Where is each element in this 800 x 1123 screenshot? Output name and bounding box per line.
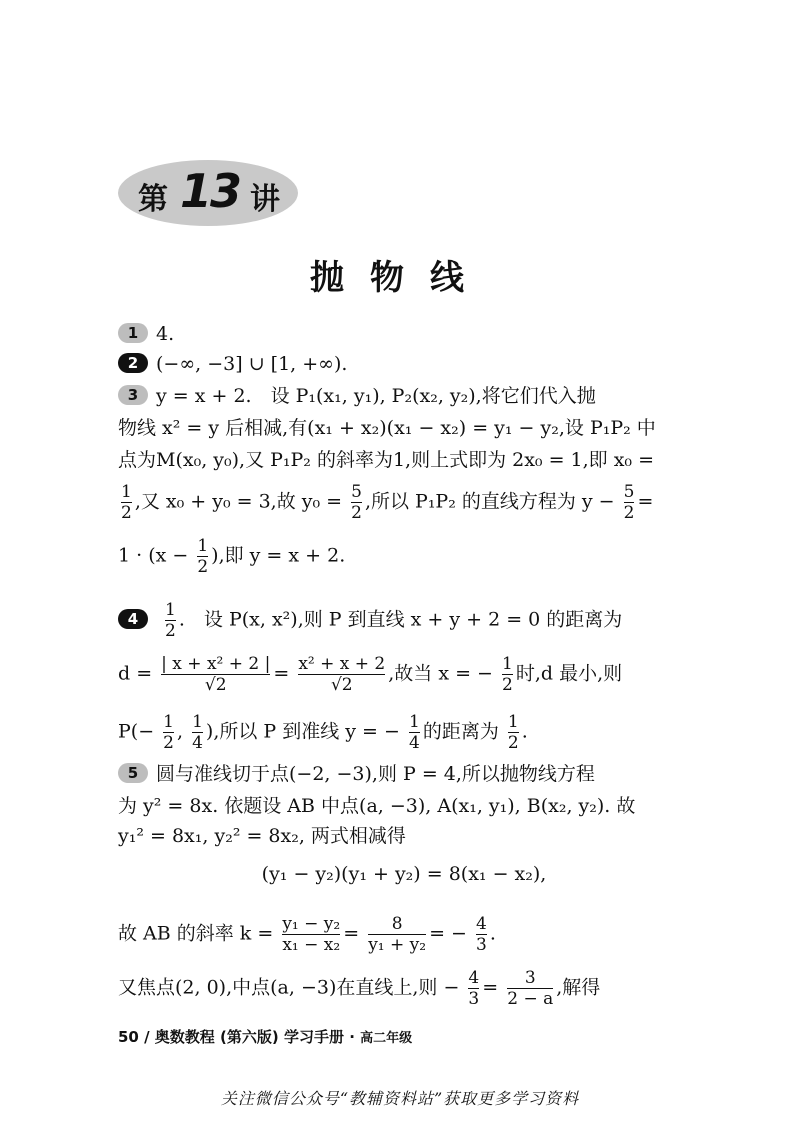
answer-text: (−∞, −3] ∪ [1, +∞). [156, 353, 348, 375]
answer-text: 4. [156, 323, 175, 345]
lecture-label: 第 [138, 182, 168, 217]
answer-number: 3 [118, 385, 148, 405]
answer-5-line-3: y₁² = 8x₁, y₂² = 8x₂, 两式相减得 [118, 825, 406, 847]
answer-5-line-2: 为 y² = 8x. 依题设 AB 中点(a, −3), A(x₁, y₁), B(x₂, y₂). 故 [118, 795, 636, 817]
answer-3-line-4: $\frac{1}{2}$ ,又 x₀ + y₀ = 3,故 y₀ = $\frac{5}{2}$ ,所以 P₁P₂ 的直线方程为 y − $\frac{5}{2}$ = [121, 482, 654, 523]
answer-number: 1 [118, 323, 148, 343]
book-title: / 奥数教程 (第六版) 学习手册 · [144, 1028, 355, 1046]
fraction: $\frac{4}{3}$ [468, 968, 480, 1009]
answer-4-line-2: d = $\frac{\text{| x + x² + 2 |}}{√2}$ = $\frac{\text{x² + x + 2}}{√2}$ ,故当 x = − $\frac{1}{2}$ 时,d 最小,则 [118, 654, 623, 695]
fraction: $\frac{3}{2 - a}$ [507, 968, 554, 1009]
fraction: $\frac{5}{2}$ [351, 482, 362, 523]
fraction: $\frac{5}{2}$ [623, 482, 635, 523]
answer-number: 2 [118, 353, 148, 373]
answer-5-line-5: 又焦点(2, 0),中点(a, −3)在直线上,则 − $\frac{4}{3}$ = $\frac{3}{2 - a}$ ,解得 [118, 968, 601, 1009]
page-number: 50 [118, 1028, 139, 1046]
answer-text: y = x + 2. 设 P₁(x₁, y₁), P₂(x₂, y₂),将它们代入抛 [156, 385, 596, 407]
answer-5-line-4: 故 AB 的斜率 k = $\frac{\text{y₁ − y₂}}{\text{x₁ − x₂}}$ = $\frac{8}{\text{y₁ + y₂}}$ = − $\frac{4}{3}$ . [118, 914, 496, 955]
fraction: $\frac{\text{| x + x² + 2 |}}{√2}$ [161, 654, 271, 695]
fraction: $\frac{\text{y₁ − y₂}}{\text{x₁ − x₂}}$ [282, 914, 341, 955]
fraction: $\frac{1}{4}$ [408, 712, 420, 753]
fraction: $\frac{1}{2}$ [121, 482, 132, 523]
bottom-note: 关注微信公众号“教辅资料站”获取更多学习资料 [220, 1089, 580, 1108]
lecture-suffix: 讲 [250, 182, 280, 217]
lecture-badge [118, 160, 298, 226]
answer-3 [118, 384, 690, 408]
fraction: $\frac{8}{\text{y₁ + y₂}}$ [368, 914, 427, 955]
fraction: $\frac{4}{3}$ [476, 914, 487, 955]
fraction: $\frac{\text{x² + x + 2}}{√2}$ [298, 654, 386, 695]
answer-4-line-3: P(− $\frac{1}{2}$ , $\frac{1}{4}$ ),所以 P 到准线 y = − $\frac{1}{4}$ 的距离为 $\frac{1}{2}$ . [118, 712, 528, 753]
answer-3-line-3: 点为M(x₀, y₀),又 P₁P₂ 的斜率为1,则上式即为 2x₀ = 1,即 x₀ = [118, 449, 655, 471]
fraction: $\frac{1}{2}$ [197, 536, 209, 577]
page-title: 抛物线 [310, 258, 490, 298]
answer-5-equation: (y₁ − y₂)(y₁ + y₂) = 8(x₁ − x₂), [261, 863, 547, 885]
answer-number: 5 [118, 763, 148, 783]
answer-3-line-2: 物线 x² = y 后相减,有(x₁ + x₂)(x₁ − x₂) = y₁ − y₂,设 P₁P₂ 中 [118, 417, 656, 439]
answer-3-line-5: 1 · (x − $\frac{1}{2}$ ),即 y = x + 2. [118, 536, 346, 577]
fraction: $\frac{1}{2}$ [165, 600, 176, 641]
answer-4: 4 $\frac{1}{2}$ . 设 P(x, x²),则 P 到直线 x + y + 2 = 0 的距离为 [118, 600, 690, 641]
fraction: $\frac{1}{2}$ [163, 712, 174, 753]
page-footer [118, 1026, 412, 1047]
answer-number: 4 [118, 609, 148, 629]
answer-2 [118, 352, 690, 376]
answer-1 [118, 322, 690, 346]
fraction: $\frac{1}{2}$ [507, 712, 519, 753]
lecture-number: 13 [180, 164, 241, 218]
grade-label: 高二年级 [360, 1031, 413, 1046]
fraction: $\frac{1}{2}$ [502, 654, 513, 695]
fraction: $\frac{1}{4}$ [192, 712, 203, 753]
answer-5: 5 圆与准线切于点(−2, −3),则 P = 4,所以抛物线方程 [118, 762, 690, 786]
